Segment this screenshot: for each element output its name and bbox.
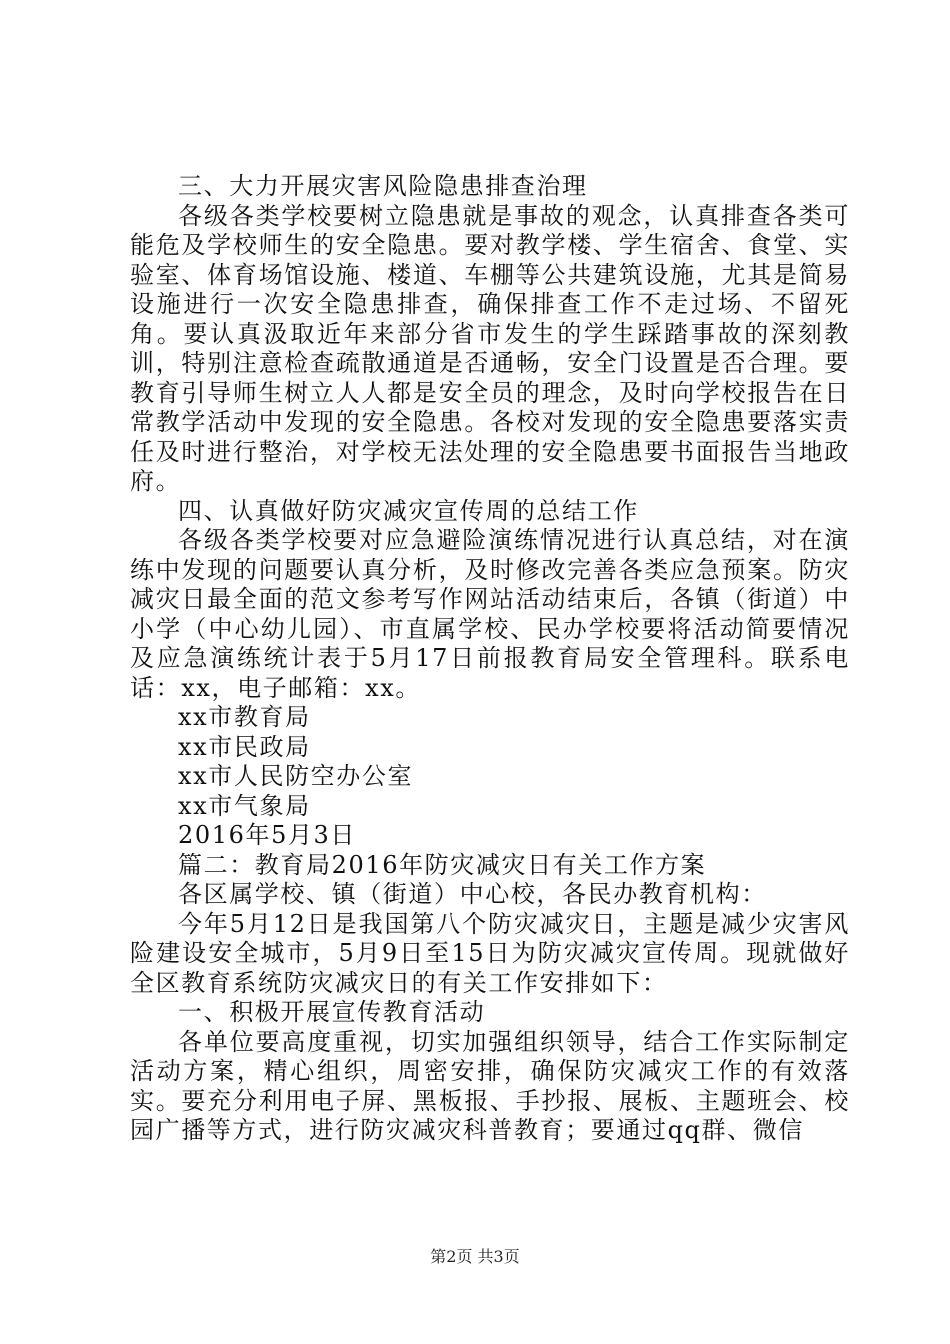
- paragraph-summary-work: 各级各类学校要对应急避险演练情况进行认真总结，对在演练中发现的问题要认真分析，及时修改完善各类应急预案。防灾减灾日最全面的范文参考写作网站活动结束后，各镇（街道）中小学（中心幼儿园）、市直属学校、民办学校要将活动简要情况及应急演练统计表于5月17日前报教育局安全管理科。联系电话：xx，电子邮箱：xx。: [130, 526, 850, 702]
- section-heading-4: 四、认真做好防灾减灾宣传周的总结工作: [178, 496, 639, 525]
- signature-education-bureau: xx市教育局: [178, 703, 311, 731]
- signature-civil-affairs-bureau: xx市民政局: [178, 732, 311, 761]
- signature-civil-air-defense-office: xx市人民防空办公室: [178, 762, 414, 790]
- signature-date: 2016年5月3日: [178, 821, 357, 849]
- addressee-line: 各区属学校、镇（街道）中心校，各民办教育机构：: [178, 880, 767, 908]
- part-two-title: 篇二：教育局2016年防灾减灾日有关工作方案: [178, 850, 707, 879]
- paragraph-hazard-inspection: 各级各类学校要树立隐患就是事故的观念，认真排查各类可能危及学校师生的安全隐患。要对教学楼、学生宿舍、食堂、实验室、体育场馆设施、楼道、车棚等公共建筑设施，尤其是简易设施进行一次安全隐患排查，确保排查工作不走过场、不留死角。要认真汲取近年来部分省市发生的学生踩踏事故的深刻教训，特别注意检查疏散通道是否通畅，安全门设置是否合理。要教育引导师生树立人人都是安全员的理念，及时向学校报告在日常教学活动中发现的安全隐患。各校对发现的安全隐患要落实责任及时进行整治，对学校无法处理的安全隐患要书面报告当地政府。: [130, 201, 850, 495]
- signature-meteorological-bureau: xx市气象局: [178, 791, 311, 820]
- paragraph-intro: 今年5月12日是我国第八个防灾减灾日，主题是减少灾害风险建设安全城市，5月9日至15日为防灾减灾宣传周。现就做好全区教育系统防灾减灾日的有关工作安排如下：: [130, 909, 850, 997]
- section-heading-3: 三、大力开展灾害风险隐患排查治理: [178, 172, 588, 200]
- page-number-footer: 第2页 共3页: [430, 1247, 520, 1266]
- paragraph-publicity: 各单位要高度重视，切实加强组织领导，结合工作实际制定活动方案，精心组织，周密安排，确保防灾减灾工作的有效落实。要充分利用电子屏、黑板报、手抄报、展板、主题班会、校园广播等方式，进行防灾减灾科普教育；要通过qq群、微信: [130, 1027, 850, 1144]
- section-heading-1: 一、积极开展宣传教育活动: [178, 998, 486, 1026]
- document-body: [130, 172, 850, 1146]
